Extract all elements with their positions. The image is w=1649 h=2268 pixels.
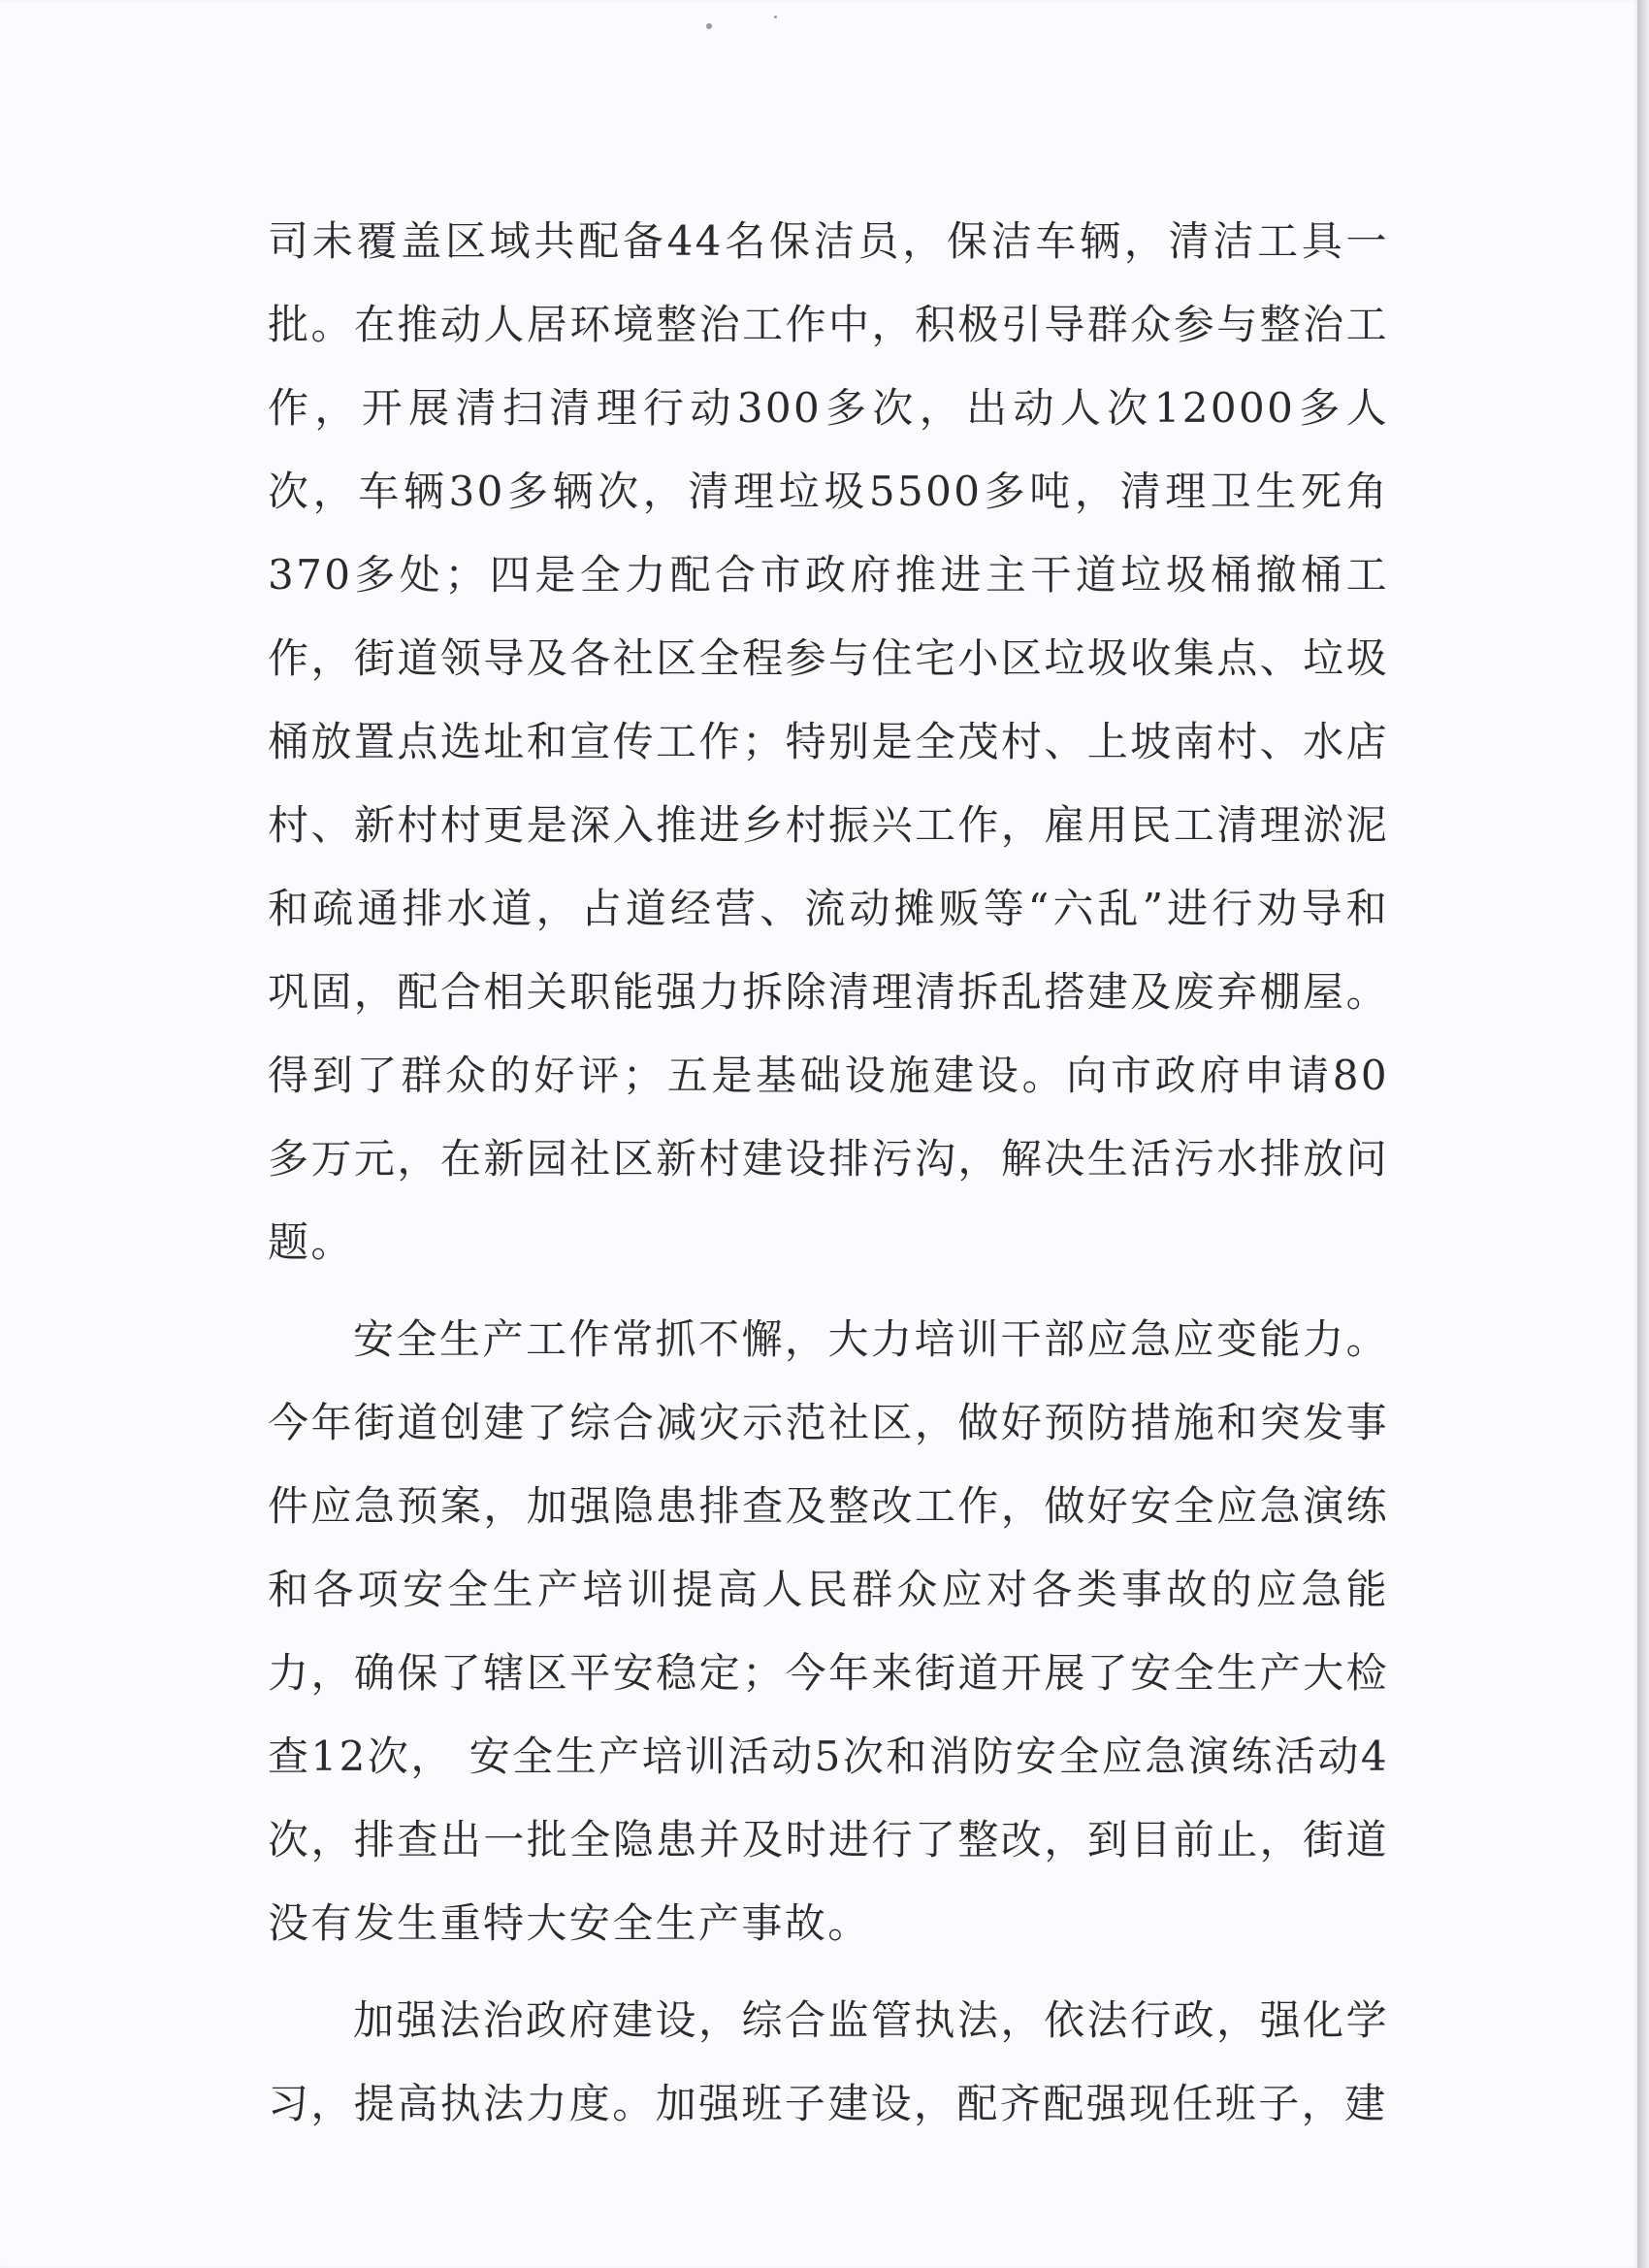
paragraph-sanitation: 司未覆盖区域共配备44名保洁员，保洁车辆，清洁工具一批。在推动人居环境整治工作中，积极引导群众参与整治工作，开展清扫清理行动300多次，出动人次12000多人次，车辆30多辆次，清理垃圾5500多吨，清理卫生死角370多处；四是全力配合市政府推进主干道垃圾桶撤桶工作，街道领导及各社区全程参与住宅小区垃圾收集点、垃圾桶放置点选址和宣传工作；特别是全茂村、上坡南村、水店村、新村村更是深入推进乡村振兴工作，雇用民工清理淤泥和疏通排水道，占道经营、流动摊贩等“六乱”进行劝导和巩固，配合相关职能强力拆除清理清拆乱搭建及废弃棚屋。得到了群众的好评；五是基础设施建设。向市政府申请80多万元，在新园社区新村建设排污沟，解决生活污水排放问题。 [268, 217, 1389, 1266]
paragraph-rule-of-law: 加强法治政府建设，综合监管执法，依法行政，强化学习，提高执法力度。加强班子建设，配齐配强现任班子，建 [268, 1996, 1389, 2127]
paper-speck [774, 16, 777, 18]
document-body [268, 200, 1389, 2146]
paper-speck [706, 23, 712, 29]
paragraph-work-safety: 安全生产工作常抓不懈，大力培训干部应急应变能力。今年街道创建了综合减灾示范社区，做好预防措施和突发事件应急预案，加强隐患排查及整改工作，做好安全应急演练和各项安全生产培训提高人民群众应对各类事故的应急能力，确保了辖区平安稳定；今年来街道开展了安全生产大检查12次， 安全生产培训活动5次和消防安全应急演练活动4次，排查出一批全隐患并及时进行了整改，到目前止，街道没有发生重特大安全生产事故。 [268, 1315, 1389, 1947]
page-edge-shadow [1637, 0, 1649, 2268]
